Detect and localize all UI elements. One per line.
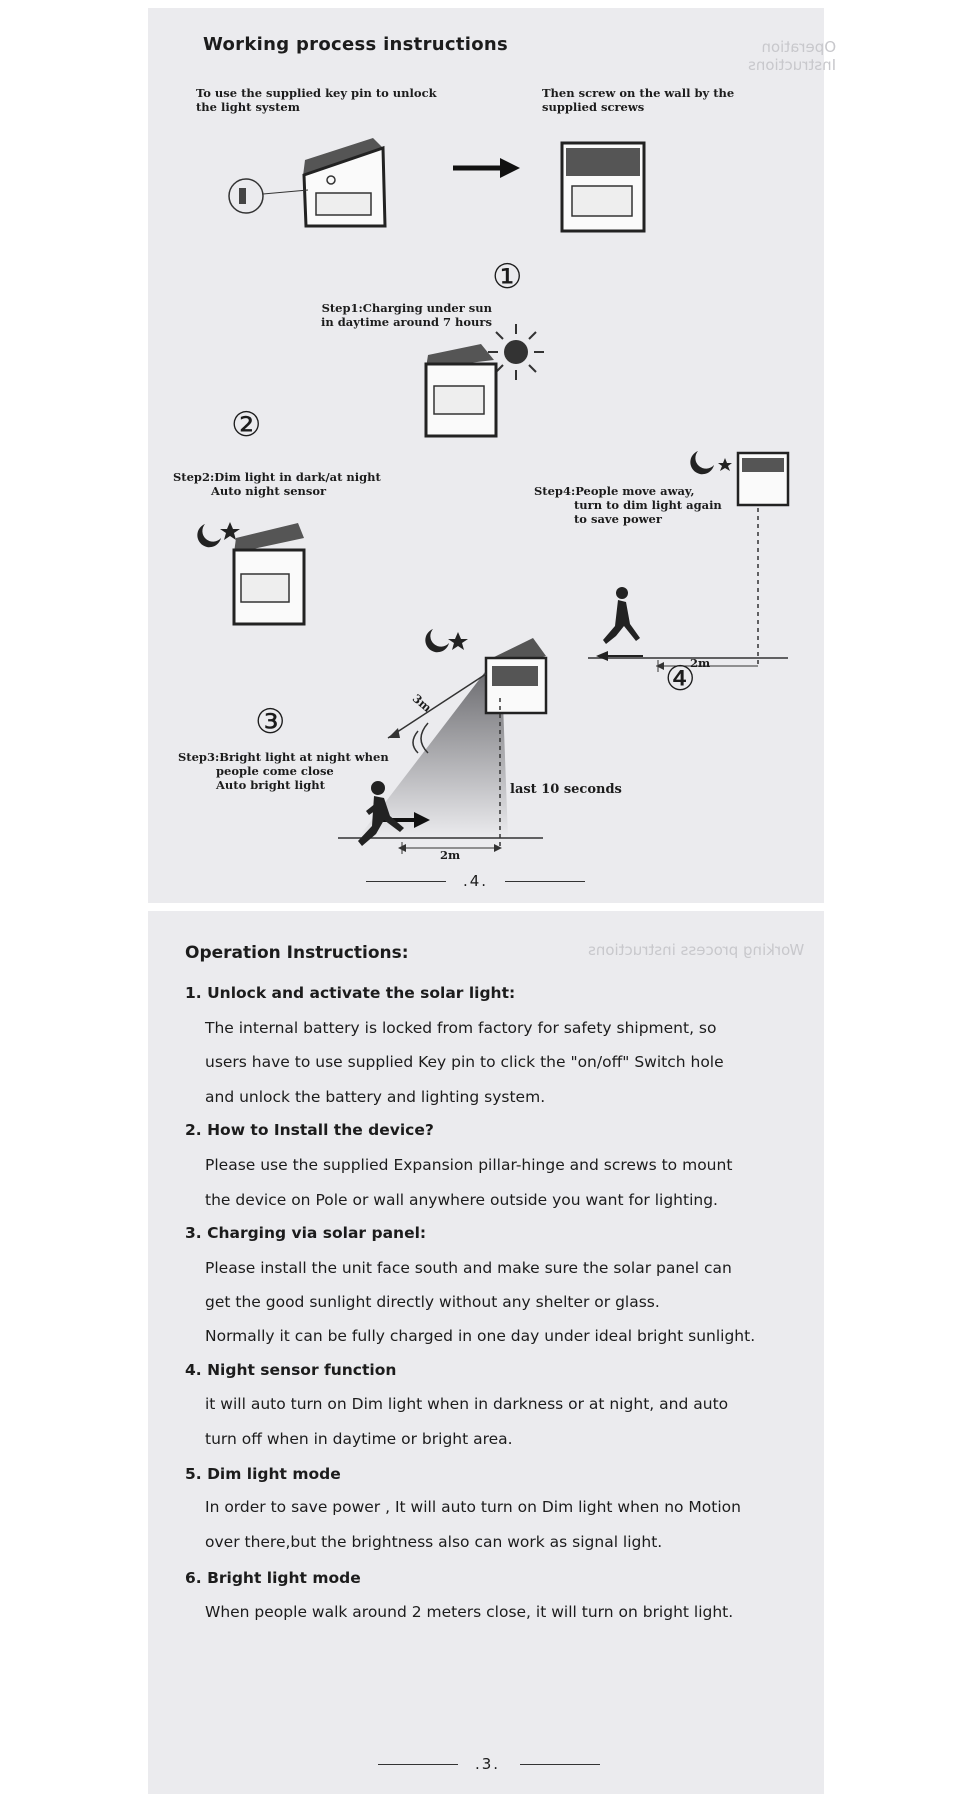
footer-rule: [505, 881, 585, 882]
step3-caption: [178, 750, 389, 792]
screw-caption: [542, 86, 734, 114]
step4-caption-line: Step4:People move away,: [534, 484, 695, 498]
step3-caption-line: people come close: [216, 764, 334, 778]
instruction-page-4: [148, 8, 837, 903]
step4-caption-line: to save power: [574, 512, 662, 526]
step3-number: ③: [255, 702, 286, 742]
section-line: the device on Pole or wall anywhere outside you want for lighting.: [205, 1191, 718, 1209]
step2-number: ②: [231, 405, 262, 445]
section-line: turn off when in daytime or bright area.: [205, 1430, 513, 1448]
instruction-page-3: [148, 911, 824, 1794]
section-line: over there,but the brightness also can work as signal light.: [205, 1533, 663, 1551]
section-line: Please use the supplied Expansion pillar-hinge and screws to mount: [205, 1156, 733, 1174]
section-line: The internal battery is locked from factory for safety shipment, so: [205, 1019, 717, 1037]
duration-label: last 10 seconds: [510, 782, 622, 797]
operation-title: Operation Instructions:: [185, 943, 409, 963]
section-heading-dim-mode: 5. Dim light mode: [185, 1465, 341, 1483]
step4-caption: [534, 484, 722, 526]
working-process-title: Working process instructions: [203, 34, 508, 55]
section-line: When people walk around 2 meters close, it will turn on bright light.: [205, 1603, 734, 1621]
distance-label-2m: 2m: [440, 848, 461, 862]
section-heading-night-sensor: 4. Night sensor function: [185, 1361, 397, 1379]
bleed-through-text: Operation Instructions: [747, 38, 837, 74]
bleed-through-text: Working process instructions: [588, 941, 805, 959]
step2-caption-line: Step2:Dim light in dark/at night: [173, 470, 381, 484]
step1-caption-line: in daytime around 7 hours: [321, 315, 492, 329]
section-heading-bright-mode: 6. Bright light mode: [185, 1569, 361, 1587]
step3-caption-line: Step3:Bright light at night when: [178, 750, 389, 764]
step2-caption: [173, 470, 381, 498]
step2-figure: [197, 522, 304, 624]
solar-light-unlock-figure: [229, 138, 385, 226]
section-line: and unlock the battery and lighting system.: [205, 1088, 546, 1106]
unlock-caption-line: To use the supplied key pin to unlock: [196, 86, 437, 100]
section-line: users have to use supplied Key pin to click the "on/off" Switch hole: [205, 1053, 724, 1071]
page-number: .3.: [475, 1755, 501, 1773]
step4-number: ④: [665, 659, 696, 699]
unlock-caption-line: the light system: [196, 100, 300, 114]
section-line: In order to save power , It will auto turn on Dim light when no Motion: [205, 1498, 741, 1516]
right-arrow: [453, 158, 520, 178]
screw-caption-line: Then screw on the wall by the: [542, 86, 735, 100]
unlock-caption: [196, 86, 437, 114]
solar-light-mounted-figure: [562, 143, 644, 231]
step2-caption-line: Auto night sensor: [211, 484, 327, 498]
step3-figure: [338, 629, 546, 854]
section-heading-unlock: 1. Unlock and activate the solar light:: [185, 984, 516, 1002]
section-line: get the good sunlight directly without any shelter or glass.: [205, 1293, 660, 1311]
section-heading-charging: 3. Charging via solar panel:: [185, 1224, 427, 1242]
step3-caption-line: Auto bright light: [216, 778, 325, 792]
step1-caption: [321, 301, 492, 329]
footer-rule: [520, 1764, 600, 1765]
section-heading-install: 2. How to Install the device?: [185, 1121, 434, 1139]
step1-figure: [426, 324, 544, 436]
distance-label-2m: 2m: [690, 656, 711, 670]
distance-label-3m: 3m: [409, 691, 435, 715]
section-line: Please install the unit face south and make sure the solar panel can: [205, 1259, 732, 1277]
page-number: .4.: [463, 872, 489, 890]
step1-number: ①: [492, 257, 523, 297]
section-line: Normally it can be fully charged in one day under ideal bright sunlight.: [205, 1327, 756, 1345]
footer-rule: [378, 1764, 458, 1765]
step4-caption-line: turn to dim light again: [574, 498, 722, 512]
footer-rule: [366, 881, 446, 882]
section-line: it will auto turn on Dim light when in darkness or at night, and auto: [205, 1395, 729, 1413]
step1-caption-line: Step1:Charging under sun: [321, 301, 492, 315]
screw-caption-line: supplied screws: [542, 100, 645, 114]
